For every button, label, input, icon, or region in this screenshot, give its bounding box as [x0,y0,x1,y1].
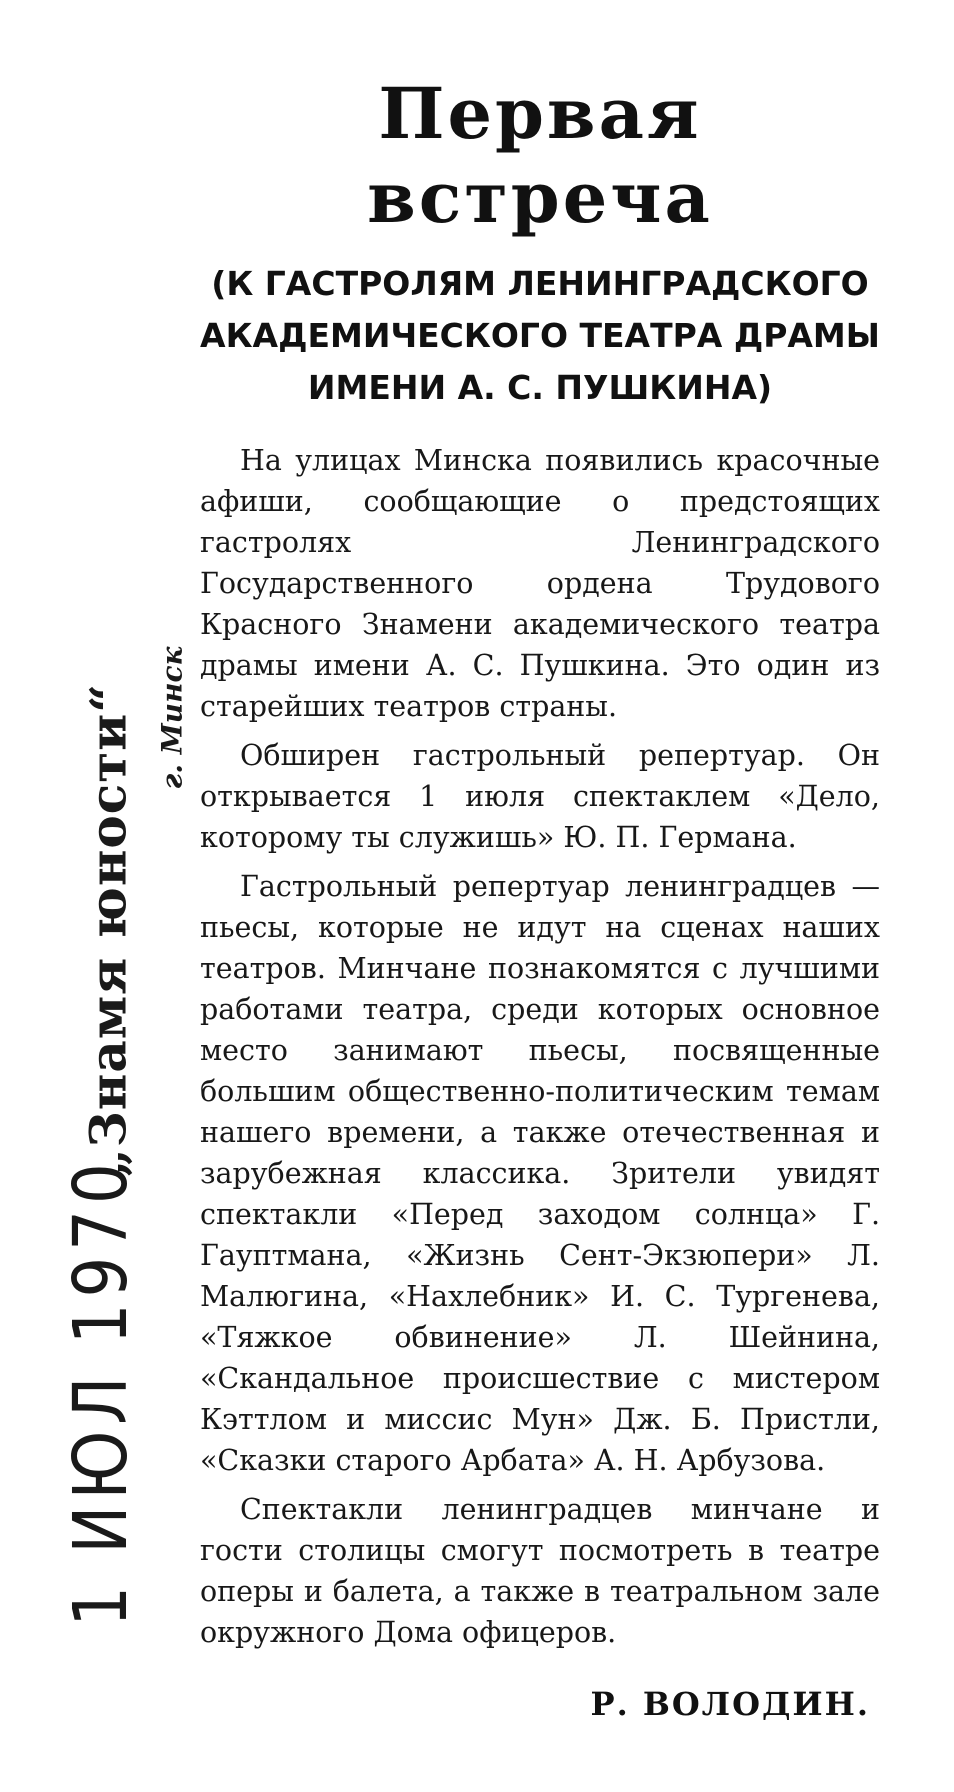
date-stamp [59,992,145,1792]
newspaper-name-stamp: „Знамя юности“ [78,682,138,1178]
article-paragraph: Спектакли ленинградцев минчане и гости столицы смогут посмотреть в театре оперы и балета, а также в театральном зале окружного Дома офицеров. [200,1493,880,1649]
date-stamp-text: 1 ИЮЛ 1970 [59,1157,145,1627]
article-paragraph: Обширен гастрольный репертуар. Он открывается 1 июля спектаклем «Дело, которому ты служишь» Ю. П. Германа. [200,739,880,854]
article-paragraph: На улицах Минска появились красочные афиши, сообщающие о предстоящих гастролях Ленинградского Государственного ордена Трудового Красного Знамени академического театра драмы имени А. С. Пушкина. Это один из старейших театров страны. [200,444,880,723]
article-headline: Первая встреча [367,72,713,239]
article [200,72,880,1723]
author-signature: Р. ВОЛОДИН. [590,1685,870,1723]
article-body [200,440,880,1653]
article-subheadline: (К ГАСТРОЛЯМ ЛЕНИНГРАДСКОГО АКАДЕМИЧЕСКОГО ТЕАТРА ДРАМЫ ИМЕНИ А. С. ПУШКИНА) [200,264,880,407]
city-stamp: г. Минск [155,646,189,790]
article-paragraph: Гастрольный репертуар ленинградцев — пьесы, которые не идут на сценах наших театров. Минчане познакомятся с лучшими работами театра, среди которых основное место занимают пьесы, посвященные большим общественно-политическим темам нашего времени, а также отечественная и зарубежная классика. Зрители увидят спектакли «Перед заходом солнца» Г. Гауптмана, «Жизнь Сент-Экзюпери» Л. Малюгина, «Нахлебник» И. С. Тургенева, «Тяжкое обвинение» Л. Шейнина, «Скандальное происшествие с мистером Кэттлом и миссис Мун» Дж. Б. Пристли, «Сказки старого Арбата» А. Н. Арбузова. [200,870,880,1477]
